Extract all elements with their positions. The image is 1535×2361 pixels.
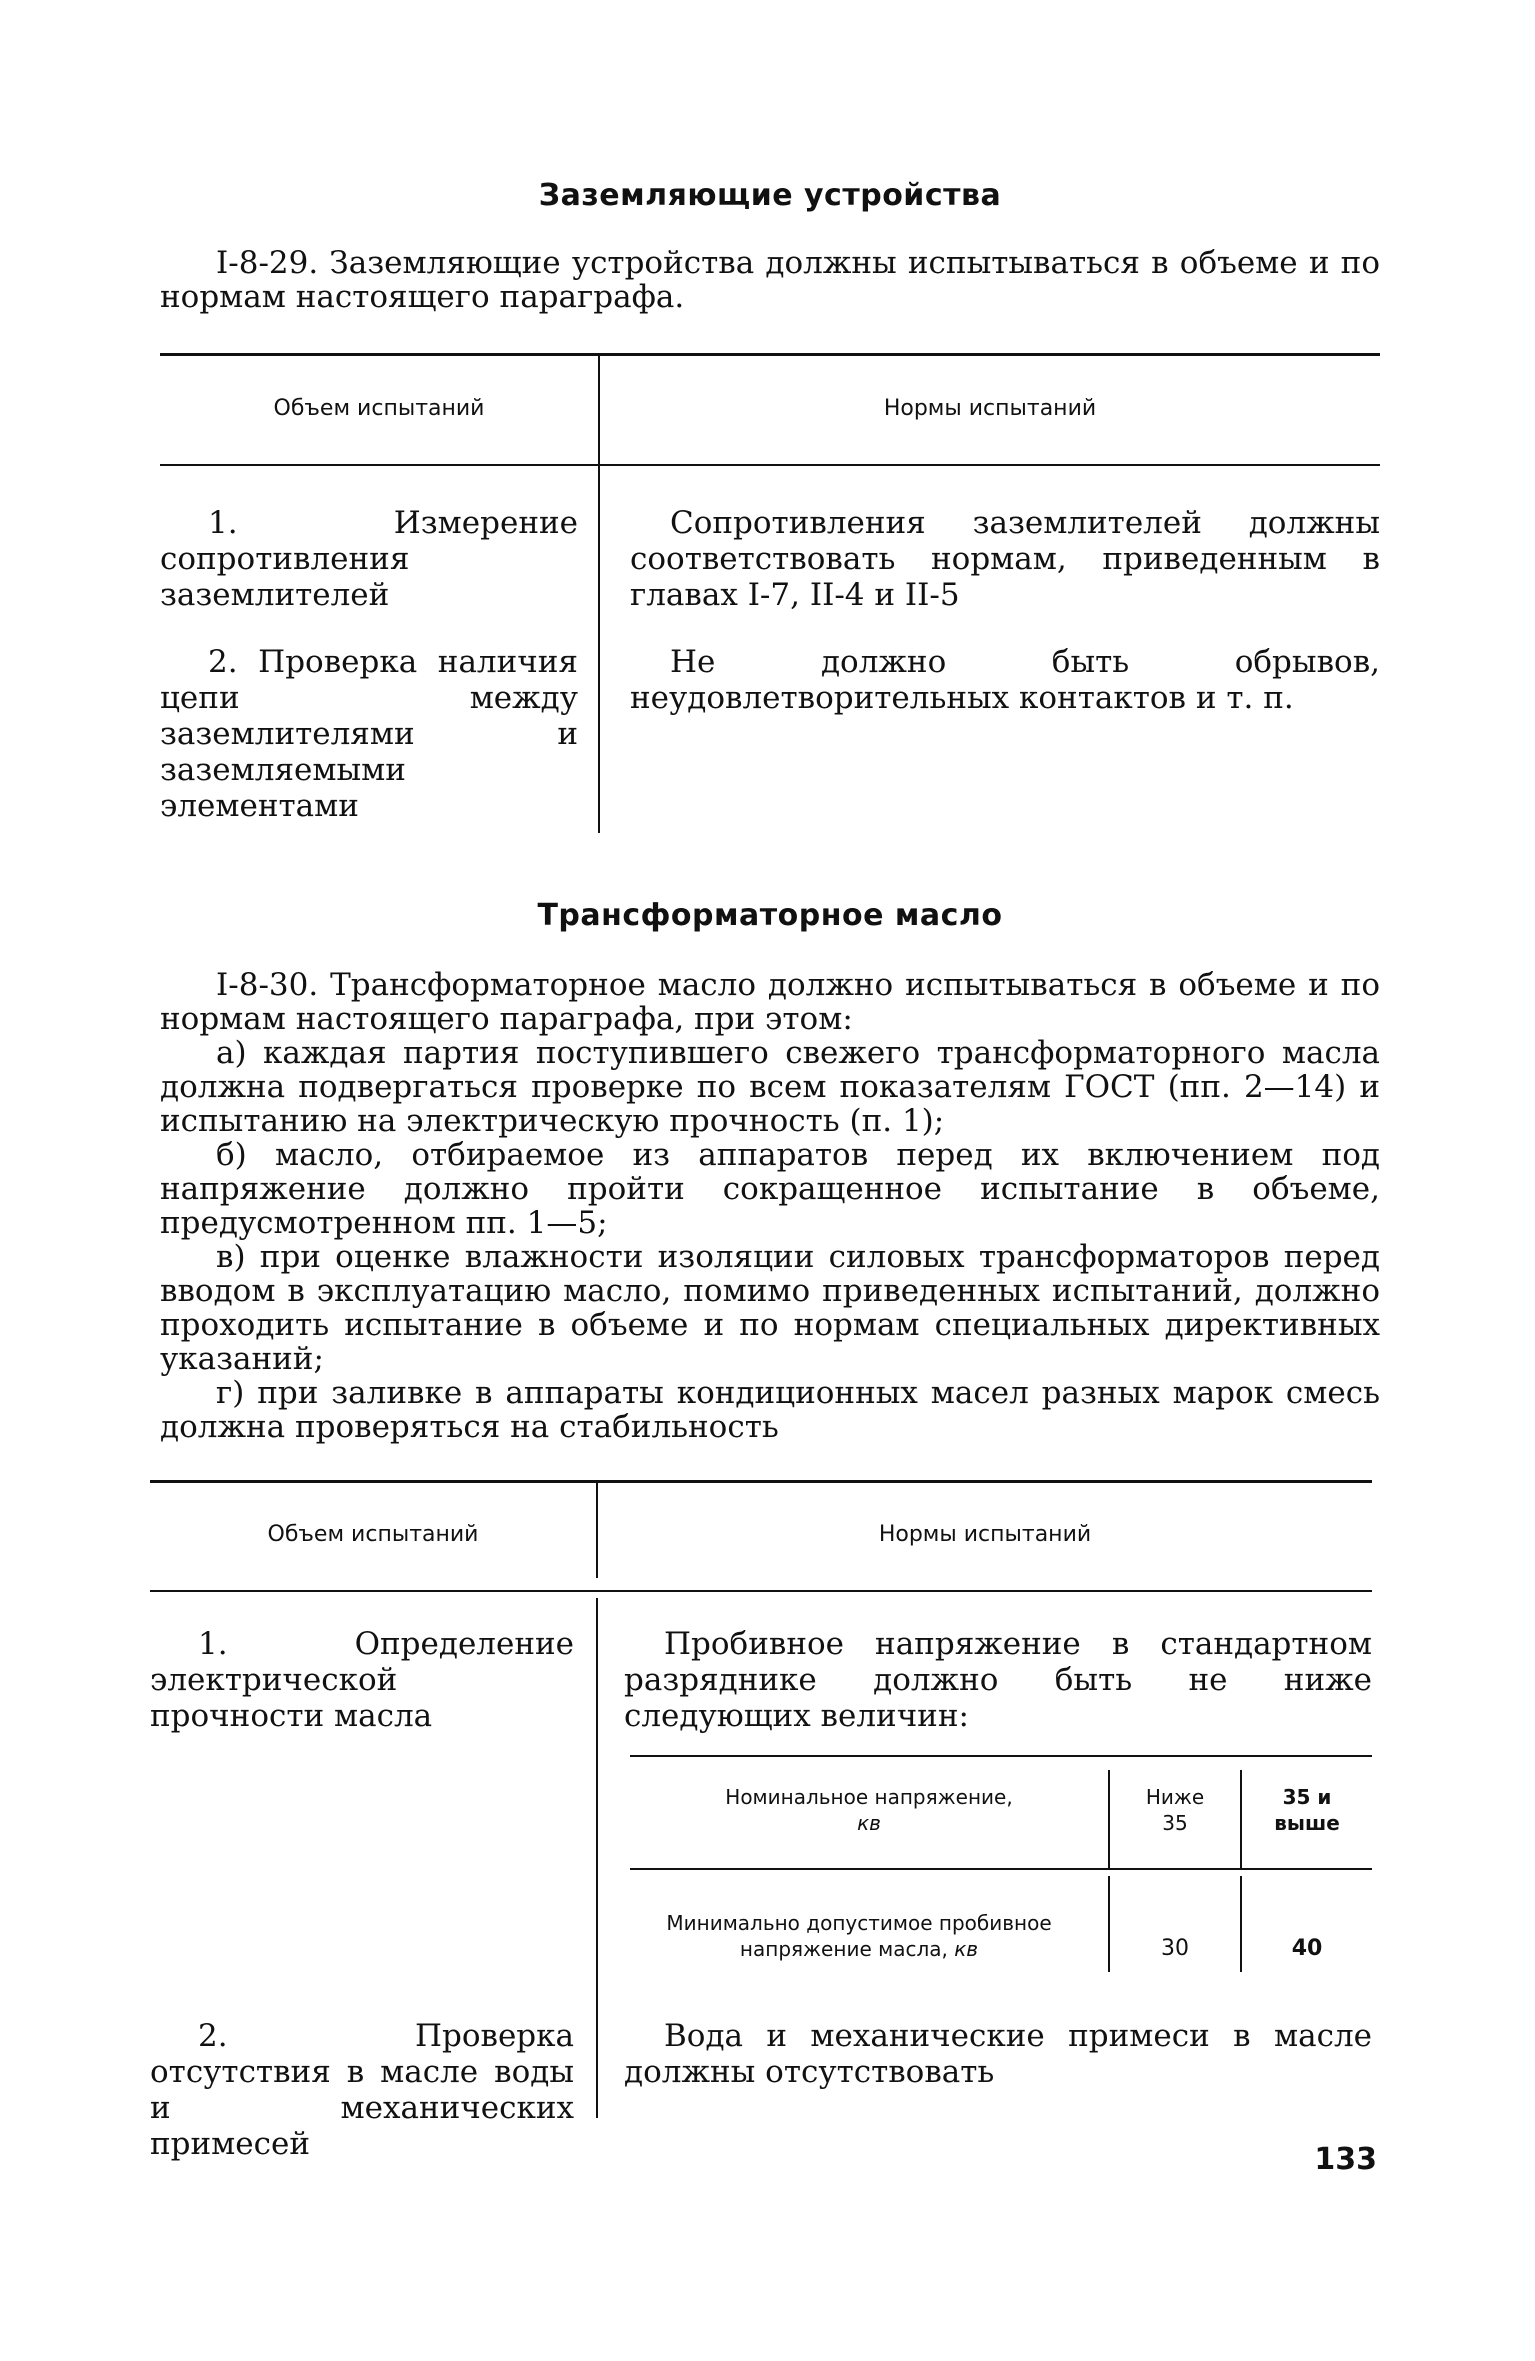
paragraph-text: I-8-29. Заземляющие устройства должны испытываться в объеме и по нормам настоящего параграфа. (160, 245, 1380, 315)
section-heading-transformer-oil: Трансформаторное масло (537, 898, 1003, 933)
table-header-scope: Объем испытаний (267, 1522, 479, 1547)
list-item-c: в) при оценке влажности изоляции силовых трансформаторов перед вводом в эксплуатацию масло, помимо приведенных испытаний, должно проходить испытание в объеме и по нормам специальных директивных указаний; (160, 1239, 1380, 1377)
table-header-scope: Объем испытаний (273, 396, 485, 421)
table-header-rule (150, 1590, 1372, 1592)
table-row-2-scope: 2. Проверка наличия цепи между заземлителями и заземляемыми элементами (160, 644, 578, 824)
subtable-header-unit: кв (857, 1811, 881, 1835)
table-column-divider (596, 1598, 598, 2118)
subtable-col-35-and-above: 35 и выше (1274, 1785, 1340, 1835)
table-header-norms: Нормы испытаний (883, 396, 1097, 421)
list-item-b: б) масло, отбираемое из аппаратов перед их включением под напряжение должно пройти сокращенное испытание в объеме, предусмотренном пп. 1—5; (160, 1137, 1380, 1241)
subtable-row-text: Минимально допустимое пробивное напряжение масла, (666, 1911, 1052, 1961)
table-row-2-norm: Вода и механические примеси в масле должны отсутствовать (624, 2018, 1372, 2090)
table-row-1-norm: Пробивное напряжение в стандартном разряднике должно быть не ниже следующих величин: (624, 1626, 1372, 1734)
table-header-norms: Нормы испытаний (878, 1522, 1092, 1547)
table-top-rule (160, 353, 1380, 356)
subtable-col-below-35: Ниже 35 (1145, 1785, 1205, 1835)
subtable-header-rule (630, 1868, 1372, 1870)
table-row-2-scope: 2. Проверка отсутствия в масле воды и механических примесей (150, 2018, 574, 2162)
subtable-row-label (620, 1910, 1098, 1962)
page-number: 133 (1314, 2142, 1377, 2177)
list-item-d: г) при заливке в аппараты кондиционных масел разных марок смесь должна проверяться на стабильность (160, 1375, 1380, 1445)
subtable-top-rule (630, 1755, 1372, 1757)
table-header-rule (160, 464, 1380, 466)
paragraph-i-8-30 (160, 968, 1380, 1444)
section-heading-grounding: Заземляющие устройства (538, 178, 1002, 213)
subtable-header-label (640, 1784, 1098, 1836)
table-top-rule (150, 1480, 1372, 1483)
subtable-value-35-and-above: 40 (1291, 1936, 1323, 1961)
subtable-value-below-35: 30 (1161, 1936, 1189, 1961)
table-row-1-scope: 1. Определение электрической прочности масла (150, 1626, 574, 1734)
table-column-divider (598, 355, 600, 833)
table-row-2-norm: Не должно быть обрывов, неудовлетворительных контактов и т. п. (630, 644, 1380, 716)
subtable-row-unit: кв (954, 1937, 979, 1961)
list-item-a: а) каждая партия поступившего свежего трансформаторного масла должна подвергаться проверке по всем показателям ГОСТ (пп. 2—14) и испытанию на электрическую прочность (п. 1); (160, 1035, 1380, 1139)
table-row-1-scope: 1. Измерение сопротивления заземлителей (160, 505, 578, 613)
subtable-header-text: Номинальное напряжение, (725, 1785, 1013, 1809)
table-row-1-norm: Сопротивления заземлителей должны соответствовать нормам, приведенным в главах I-7, II-4 и II-5 (630, 505, 1380, 613)
paragraph-text: I-8-30. Трансформаторное масло должно испытываться в объеме и по нормам настоящего параграфа, при этом: (160, 967, 1380, 1037)
paragraph-i-8-29 (160, 246, 1380, 314)
